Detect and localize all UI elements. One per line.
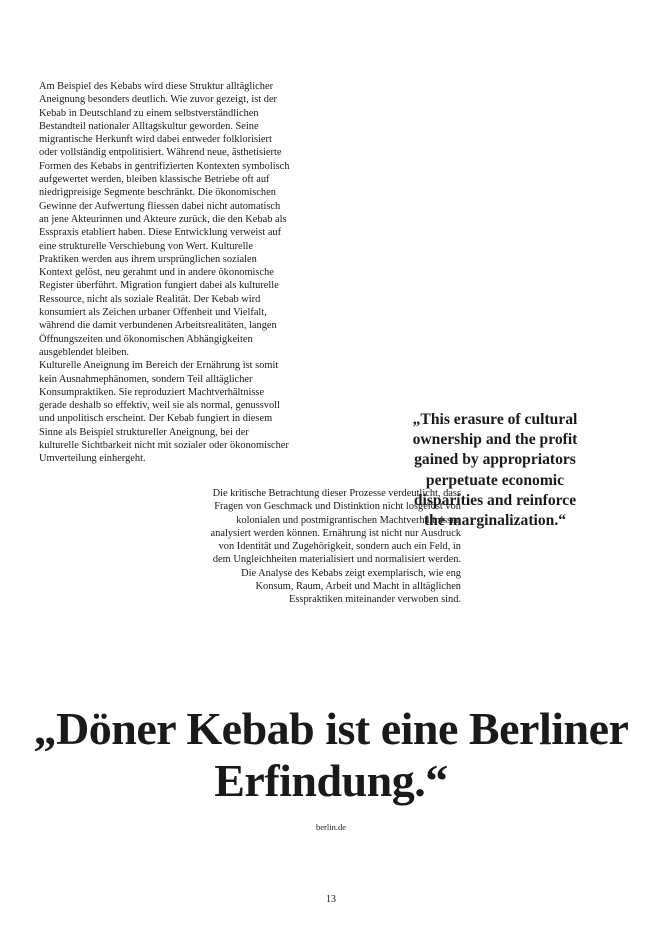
quote-source: berlin.de bbox=[316, 822, 346, 832]
left-text-column bbox=[39, 80, 291, 466]
middle-text-column bbox=[209, 487, 461, 607]
page-number: 13 bbox=[326, 894, 336, 905]
headline-quote: „Döner Kebab ist eine Berliner Erfindung.“ bbox=[33, 703, 629, 806]
pull-quote: „This erasure of cultural ownership and the profit gained by appropriators perpetuate economic disparities and reinforce the marginalization.“ bbox=[412, 411, 578, 530]
left-paragraph-2: Kulturelle Aneignung im Bereich der Ernährung ist somit kein Ausnahmephänomen, sondern Teil alltäglicher Konsumpraktiken. Sie reproduziert Machtverhältnisse gerade deshalb so effektiv, weil sie als normal, genussvoll und unpolitisch erscheint. Der Kebab fungiert in diesem Sinne als Beispiel struktureller Aneignung, bei der kulturelle Sichtbarkeit nicht mit sozialer oder ökonomischer Umverteilung einhergeht. bbox=[39, 360, 289, 465]
middle-paragraph: Die kritische Betrachtung dieser Prozesse verdeutlicht, dass Fragen von Geschmack und Distinktion nicht losgelöst von kolonialen und postmigrantischen Machtverhältnissen analysiert werden können. Ernährung ist nicht nur Ausdruck von Identität und Zugehörigkeit, sondern auch ein Feld, in dem Ungleichheiten materialisiert und normalisiert werden. Die Analyse des Kebabs zeigt exemplarisch, wie eng Konsum, Raum, Arbeit und Macht in alltäglichen Esspraktiken miteinander verwoben sind. bbox=[210, 488, 461, 606]
left-paragraph-1: Am Beispiel des Kebabs wird diese Struktur alltäglicher Aneignung besonders deutlich. Wie zuvor gezeigt, ist der Kebab in Deutschland zu einem selbstverständlichen Bestandteil nationaler Alltagskultur geworden. Seine migrantische Herkunft wird dabei entweder folklorisiert oder vollständig entpolitisiert. Während neue, ästhetisierte Formen des Kebabs in gentrifizierten Kontexten symbolisch aufgewertet werden, bleiben klassische Betriebe oft auf niedrigpreisige Segmente beschränkt. Die ökonomischen Gewinne der Aufwertung fliessen dabei nicht automatisch an jene Akteurinnen und Akteure zurück, die den Kebab als Esspraxis etabliert haben. Diese Entwicklung verweist auf eine strukturelle Verschiebung von Wert. Kulturelle Praktiken werden aus ihrem ursprünglichen sozialen Kontext gelöst, neu gerahmt und in andere ökonomische Register überführt. Migration fungiert dabei als kulturelle Ressource, nicht als soziale Realität. Der Kebab wird konsumiert als Zeichen urbaner Offenheit und Vielfalt, während die damit verbundenen Arbeitsrealitäten, langen Öffnungszeiten und ökonomischen Abhängigkeiten ausgeblendet bleiben. bbox=[39, 81, 290, 358]
